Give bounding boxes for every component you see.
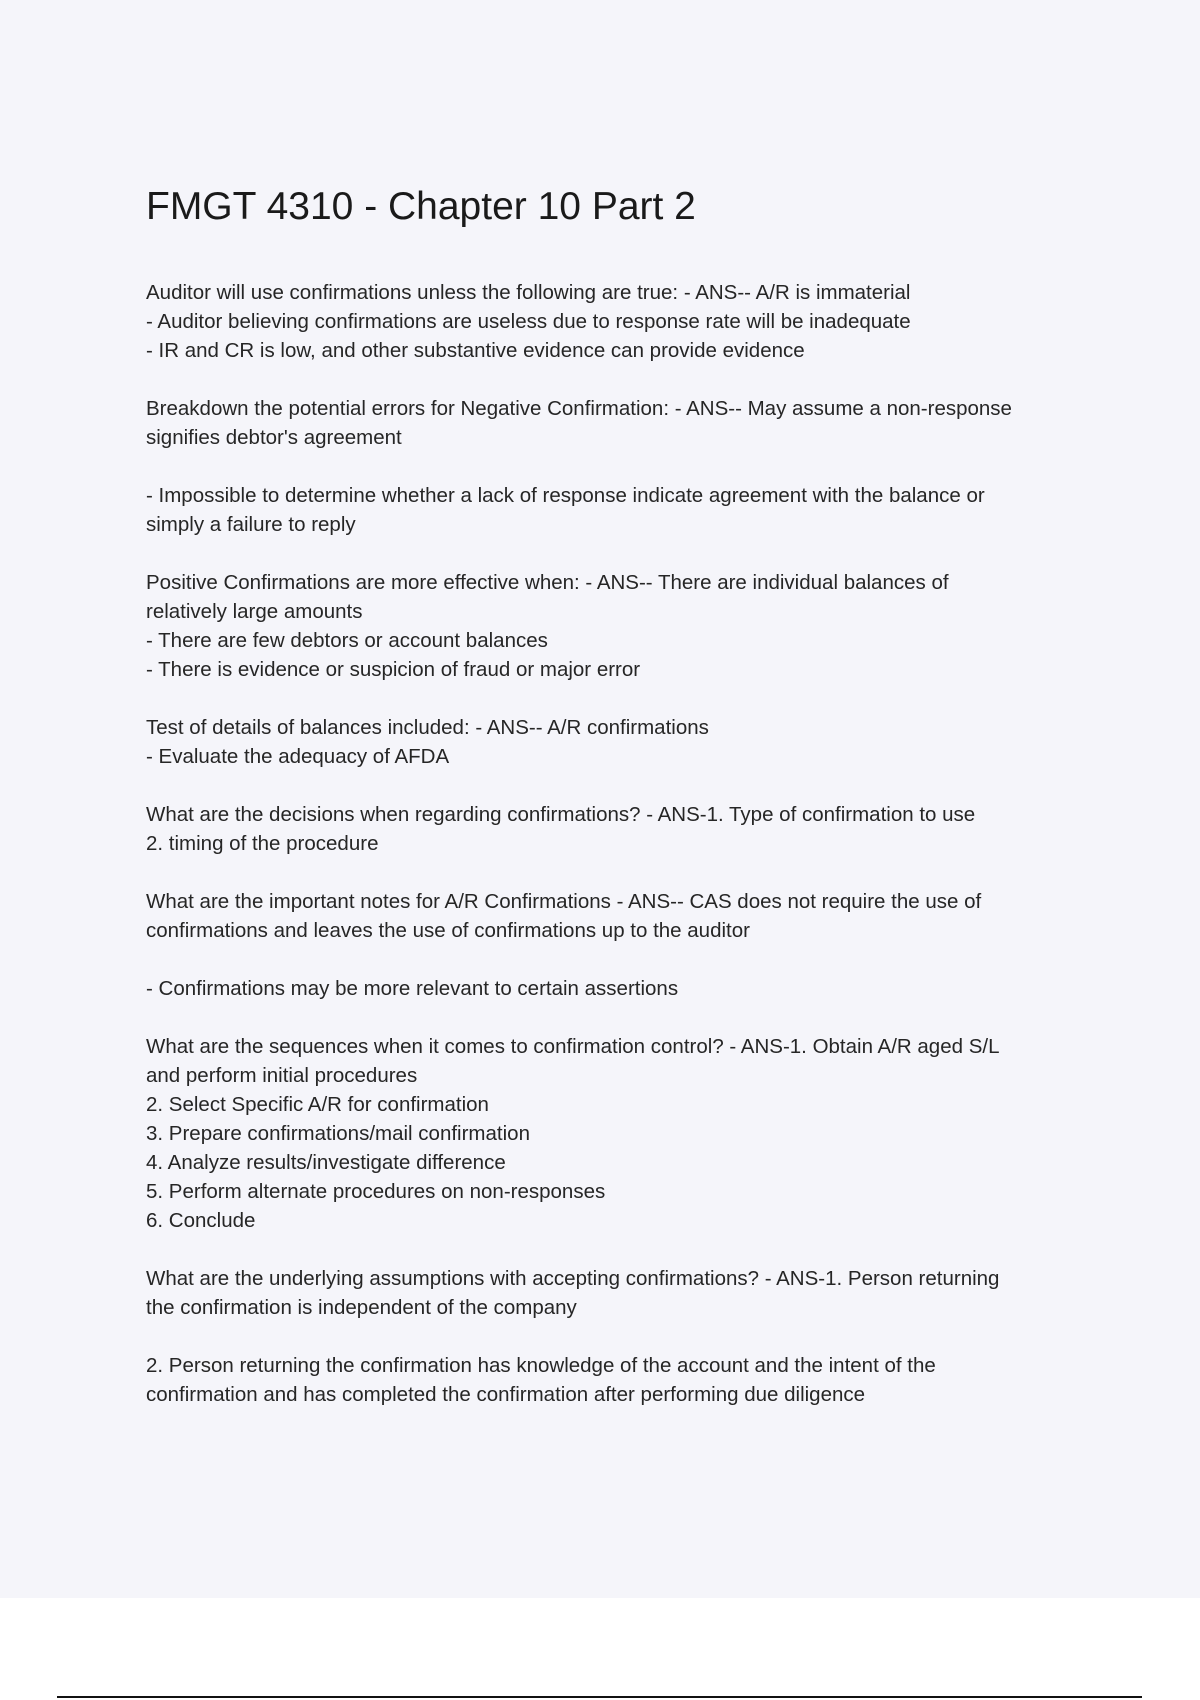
text-line: the confirmation is independent of the company [146, 1296, 577, 1319]
text-line: Auditor will use confirmations unless the following are true: - ANS-- A/R is immaterial [146, 281, 911, 304]
text-line: Test of details of balances included: - ANS-- A/R confirmations [146, 716, 709, 739]
text-line: - There are few debtors or account balances [146, 629, 548, 652]
text-line: What are the decisions when regarding confirmations? - ANS-1. Type of confirmation to use [146, 803, 976, 826]
qa-paragraph [146, 713, 1096, 771]
qa-paragraph [146, 278, 1096, 365]
text-line: 2. Person returning the confirmation has knowledge of the account and the intent of the [146, 1354, 936, 1377]
qa-paragraph [146, 568, 1096, 684]
text-line: 2. timing of the procedure [146, 832, 379, 855]
text-line: What are the underlying assumptions with accepting confirmations? - ANS-1. Person returning [146, 1267, 1000, 1290]
qa-block [146, 278, 1096, 365]
page-title: FMGT 4310 - Chapter 10 Part 2 [146, 185, 696, 228]
text-line: and perform initial procedures [146, 1064, 418, 1087]
qa-paragraph [146, 394, 1096, 452]
qa-block [146, 713, 1096, 771]
qa-block [146, 1032, 1096, 1235]
text-line: - Confirmations may be more relevant to certain assertions [146, 977, 679, 1000]
text-line: signifies debtor's agreement [146, 426, 402, 449]
qa-block [146, 887, 1096, 1003]
qa-block [146, 1264, 1096, 1409]
text-line: 4. Analyze results/investigate difference [146, 1151, 506, 1174]
footer-divider [57, 1696, 1142, 1698]
qa-answer-paragraph [146, 974, 1096, 1003]
qa-answer-paragraph [146, 1351, 1096, 1409]
text-line: 2. Select Specific A/R for confirmation [146, 1093, 489, 1116]
document-content [146, 182, 1096, 1438]
qa-answer-paragraph [146, 481, 1096, 539]
text-line: - Evaluate the adequacy of AFDA [146, 745, 450, 768]
text-line: - Impossible to determine whether a lack of response indicate agreement with the balance or [146, 484, 985, 507]
text-line: - Auditor believing confirmations are useless due to response rate will be inadequate [146, 310, 911, 333]
qa-paragraph [146, 1264, 1096, 1322]
text-line: What are the important notes for A/R Confirmations - ANS-- CAS does not require the use of [146, 890, 982, 913]
text-line: confirmation and has completed the confirmation after performing due diligence [146, 1383, 866, 1406]
text-line: relatively large amounts [146, 600, 363, 623]
text-line: 5. Perform alternate procedures on non-responses [146, 1180, 606, 1203]
qa-list [146, 278, 1096, 1409]
qa-paragraph [146, 800, 1096, 858]
qa-paragraph [146, 887, 1096, 945]
text-line: What are the sequences when it comes to confirmation control? - ANS-1. Obtain A/R aged S/L [146, 1035, 1000, 1058]
text-line: 3. Prepare confirmations/mail confirmation [146, 1122, 530, 1145]
text-line: confirmations and leaves the use of confirmations up to the auditor [146, 919, 750, 942]
qa-block [146, 568, 1096, 684]
text-line: Positive Confirmations are more effective when: - ANS-- There are individual balances of [146, 571, 949, 594]
text-line: 6. Conclude [146, 1209, 256, 1232]
text-line: - IR and CR is low, and other substantive evidence can provide evidence [146, 339, 805, 362]
text-line: Breakdown the potential errors for Negative Confirmation: - ANS-- May assume a non-response [146, 397, 1012, 420]
qa-block [146, 800, 1096, 858]
qa-block [146, 394, 1096, 539]
qa-paragraph [146, 1032, 1096, 1235]
text-line: - There is evidence or suspicion of fraud or major error [146, 658, 641, 681]
text-line: simply a failure to reply [146, 513, 356, 536]
